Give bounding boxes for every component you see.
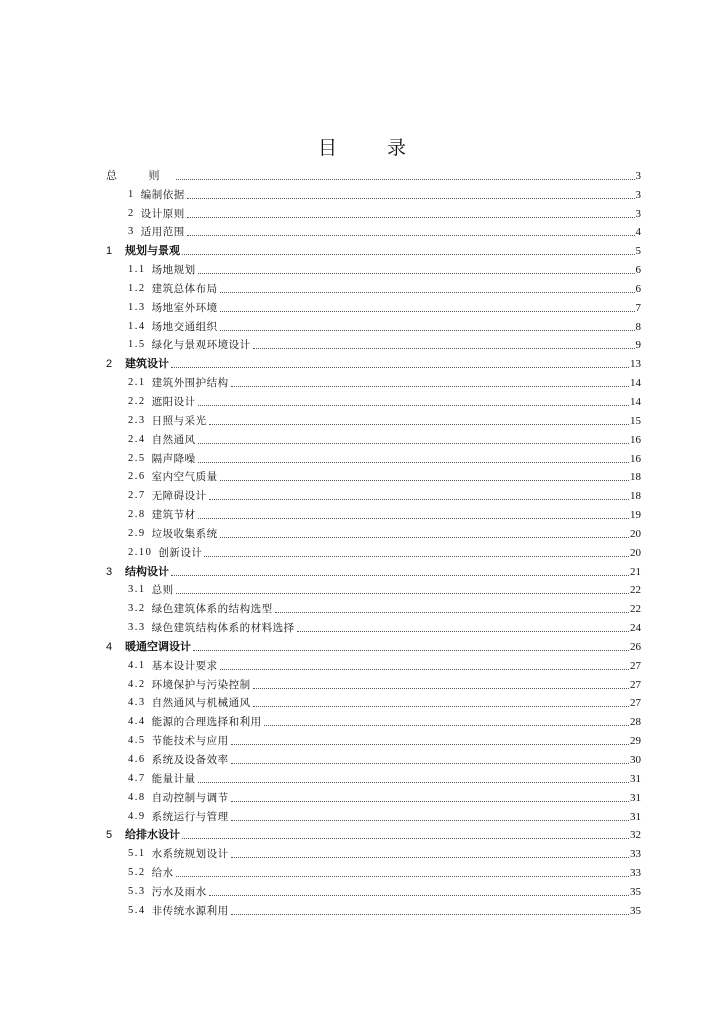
- toc-section-entry[interactable]: [106, 390, 641, 409]
- toc-chapter-entry[interactable]: [106, 560, 641, 579]
- toc-dot-leader: [171, 575, 629, 576]
- toc-dot-leader: [204, 556, 629, 557]
- toc-entry-number: 2.10: [128, 546, 153, 558]
- toc-section-entry[interactable]: [106, 202, 641, 221]
- toc-dot-leader: [220, 292, 635, 293]
- toc-entry-label: 环境保护与污染控制: [151, 678, 251, 691]
- toc-section-entry[interactable]: [106, 371, 641, 390]
- toc-section-entry[interactable]: [106, 277, 641, 296]
- toc-entry-label: 绿色建筑体系的结构选型: [151, 603, 273, 616]
- toc-entry-number: 3.1: [128, 584, 146, 596]
- toc-entry-label: 绿化与景观环境设计: [151, 339, 251, 352]
- toc-entry-page: 18: [630, 471, 641, 484]
- toc-entry-page: 24: [630, 622, 641, 635]
- toc-entry-number: 2.1: [128, 377, 146, 389]
- toc-entry-label: 给排水设计: [125, 828, 180, 842]
- toc-dot-leader: [176, 876, 629, 877]
- toc-entry-page: 18: [630, 490, 641, 503]
- toc-entry-page: 22: [630, 584, 641, 597]
- toc-entry-page: 16: [630, 433, 641, 446]
- toc-entry-number: 2.7: [128, 490, 146, 502]
- toc-entry-page: 35: [630, 904, 641, 917]
- toc-section-entry[interactable]: [106, 880, 641, 899]
- toc-dot-leader: [231, 857, 629, 858]
- toc-section-entry[interactable]: [106, 409, 641, 428]
- toc-entry-number: 5: [106, 829, 113, 842]
- toc-entry-label: 基本设计要求: [151, 659, 218, 672]
- toc-dot-leader: [297, 631, 629, 632]
- toc-entry-number: 3.3: [128, 622, 146, 634]
- toc-section-entry[interactable]: [106, 484, 641, 503]
- toc-entry-number: 5.4: [128, 904, 146, 916]
- toc-entry-page: 20: [630, 546, 641, 559]
- toc-entry-number: 5.1: [128, 848, 146, 860]
- toc-entry-page: 20: [630, 527, 641, 540]
- toc-dot-leader: [198, 443, 629, 444]
- toc-entry-page: 27: [630, 678, 641, 691]
- toc-dot-leader: [220, 311, 635, 312]
- toc-dot-leader: [209, 895, 629, 896]
- toc-entry-label: 场地规划: [151, 264, 196, 277]
- toc-dot-leader: [209, 499, 629, 500]
- toc-dot-leader: [220, 330, 635, 331]
- toc-dot-leader: [193, 650, 629, 651]
- toc-entry-number: 1: [106, 245, 113, 258]
- toc-entry-number: 2: [106, 358, 113, 371]
- toc-section-entry[interactable]: [106, 692, 641, 711]
- toc-dot-leader: [220, 669, 629, 670]
- toc-entry-number: 1.1: [128, 264, 146, 276]
- toc-entry-page: 6: [635, 282, 641, 295]
- toc-entry-number: 1.2: [128, 282, 146, 294]
- toc-dot-leader: [187, 198, 635, 199]
- toc-dot-leader: [198, 782, 629, 783]
- toc-entry-label: 建筑设计: [125, 357, 169, 371]
- toc-entry-number: 2.3: [128, 414, 146, 426]
- toc-entry-page: 3: [635, 169, 641, 182]
- toc-entry-label: 室内空气质量: [151, 471, 218, 484]
- toc-dot-leader: [231, 801, 629, 802]
- toc-entry-label: 场地室外环境: [151, 301, 218, 314]
- toc-entry-label: 垃圾收集系统: [151, 527, 218, 540]
- toc-entry-page: 33: [630, 848, 641, 861]
- toc-entry-label: 系统及设备效率: [151, 754, 229, 766]
- toc-entry-number: 4.3: [128, 697, 146, 709]
- toc-entry-number: 1.3: [128, 301, 146, 313]
- toc-section-entry[interactable]: [106, 899, 641, 918]
- toc-entry-page: 15: [630, 414, 641, 427]
- toc-entry-number: 2.2: [128, 395, 146, 407]
- toc-entry-label: 日照与采光: [151, 414, 207, 427]
- toc-entry-page: 4: [635, 226, 641, 239]
- toc-entry-label: 设计原则: [140, 207, 185, 220]
- toc-entry-page: 13: [630, 358, 641, 371]
- toc-section-entry[interactable]: [106, 315, 641, 334]
- toc-section-entry[interactable]: [106, 786, 641, 805]
- toc-dot-leader: [187, 217, 635, 218]
- toc-entry-label: 建筑节材: [151, 509, 196, 522]
- toc-dot-leader: [253, 706, 629, 707]
- toc-entry-page: 28: [630, 716, 641, 729]
- toc-entry-page: 21: [630, 565, 641, 578]
- toc-dot-leader: [231, 386, 629, 387]
- toc-section-entry[interactable]: [106, 258, 641, 277]
- toc-section-entry[interactable]: [106, 710, 641, 729]
- toc-entry-number: 1: [128, 188, 135, 200]
- toc-entry-page: 5: [635, 245, 641, 258]
- toc-section-entry[interactable]: [106, 805, 641, 824]
- toc-entry-label: 水系统规划设计: [151, 848, 229, 861]
- toc-entry-page: 31: [630, 772, 641, 785]
- toc-dot-leader: [182, 254, 635, 255]
- toc-section-entry[interactable]: [106, 466, 641, 485]
- toc-entry-page: 35: [630, 885, 641, 898]
- toc-section-entry[interactable]: [106, 447, 641, 466]
- toc-entry-number: 3: [128, 226, 135, 238]
- toc-entry-page: 22: [630, 603, 641, 616]
- toc-entry-page: 29: [630, 735, 641, 748]
- toc-entry-page: 31: [630, 791, 641, 804]
- toc-entry-label: 适用范围: [140, 226, 185, 239]
- toc-entry-label: 创新设计: [158, 546, 203, 559]
- page-title: 目 录: [317, 137, 429, 159]
- toc-chapter-entry[interactable]: [106, 824, 641, 843]
- toc-entry-page: 6: [635, 264, 641, 277]
- toc-entry-number: 2: [128, 207, 135, 219]
- toc-entry-number: 4.9: [128, 810, 146, 822]
- toc-entry-number: 3: [106, 565, 113, 578]
- toc-dot-leader: [275, 612, 629, 613]
- toc-section-entry[interactable]: [106, 428, 641, 447]
- toc-entry-number: 4.2: [128, 678, 146, 690]
- toc-dot-leader: [182, 838, 629, 839]
- toc-section-entry[interactable]: [106, 541, 641, 560]
- toc-entry-number: 4.4: [128, 716, 146, 728]
- toc-chapter-entry[interactable]: [106, 635, 641, 654]
- toc-entry-page: 7: [635, 301, 641, 314]
- toc-section-entry[interactable]: [106, 729, 641, 748]
- toc-section-entry[interactable]: [106, 673, 641, 692]
- toc-entry-label: 场地交通组织: [151, 320, 218, 333]
- toc-dot-leader: [231, 763, 629, 764]
- toc-entry-label: 总则: [151, 584, 174, 597]
- toc-dot-leader: [220, 480, 629, 481]
- toc-dot-leader: [231, 914, 629, 915]
- toc-entry-label: 节能技术与应用: [151, 735, 229, 748]
- toc-entry-page: 27: [630, 697, 641, 710]
- toc-entry-label: 给水: [151, 867, 174, 880]
- toc-entry-number: 4.1: [128, 659, 146, 671]
- toc-chapter-entry[interactable]: [106, 352, 641, 371]
- toc-section-entry[interactable]: [106, 183, 641, 202]
- toc-entry-number: 1.5: [128, 339, 146, 351]
- toc-entry-number: 2.8: [128, 509, 146, 521]
- toc-dot-leader: [253, 348, 635, 349]
- toc-entry-label: 能量计量: [151, 772, 196, 785]
- toc-entry-label: 暖通空调设计: [125, 639, 191, 653]
- toc-dot-leader: [253, 688, 629, 689]
- toc-entry-page: 32: [630, 829, 641, 842]
- toc-section-entry[interactable]: [106, 334, 641, 353]
- toc-entry-number: 2.6: [128, 471, 146, 483]
- toc-entry-label: 建筑外围护结构: [151, 377, 229, 390]
- toc-entry-label: 污水及雨水: [151, 885, 207, 898]
- toc-entry-page: 9: [635, 339, 641, 352]
- toc-entry-label: 非传统水源利用: [151, 904, 229, 917]
- toc-entry-label: 总 则: [106, 168, 174, 182]
- toc-entry-label: 规划与景观: [125, 244, 180, 258]
- toc-entry-number: 4.5: [128, 735, 146, 747]
- toc-entry-label: 能源的合理选择和利用: [151, 716, 262, 729]
- toc-dot-leader: [264, 725, 629, 726]
- toc-entry-page: 14: [630, 377, 641, 390]
- toc-chapter-entry[interactable]: [106, 164, 641, 183]
- toc-section-entry[interactable]: [106, 654, 641, 673]
- toc-section-entry[interactable]: [106, 748, 641, 767]
- toc-dot-leader: [231, 820, 629, 821]
- toc-entry-number: 4.6: [128, 754, 146, 765]
- toc-entry-label: 结构设计: [125, 564, 169, 578]
- toc-entry-page: 30: [630, 754, 641, 766]
- toc-dot-leader: [209, 424, 629, 425]
- toc-entry-number: 2.5: [128, 452, 146, 464]
- toc-entry-label: 绿色建筑结构体系的材料选择: [151, 622, 295, 635]
- toc-dot-leader: [176, 593, 629, 594]
- toc-section-entry[interactable]: [106, 296, 641, 315]
- toc-section-entry[interactable]: [106, 579, 641, 598]
- toc-entry-page: 14: [630, 395, 641, 408]
- toc-entry-number: 1.4: [128, 320, 146, 332]
- toc-entry-number: 5.2: [128, 867, 146, 879]
- toc-entry-page: 3: [635, 188, 641, 201]
- toc-entry-page: 8: [635, 320, 641, 333]
- toc-section-entry[interactable]: [106, 522, 641, 541]
- toc-entry-number: 4.7: [128, 772, 146, 784]
- table-of-contents: [106, 164, 641, 918]
- toc-dot-leader: [171, 367, 629, 368]
- toc-chapter-entry[interactable]: [106, 239, 641, 258]
- toc-entry-page: 31: [630, 810, 641, 823]
- toc-dot-leader: [198, 273, 635, 274]
- toc-dot-leader: [231, 744, 629, 745]
- toc-dot-leader: [198, 518, 629, 519]
- toc-entry-label: 无障碍设计: [151, 490, 207, 503]
- toc-section-entry[interactable]: [106, 861, 641, 880]
- toc-entry-page: 33: [630, 867, 641, 880]
- toc-entry-label: 编制依据: [140, 188, 185, 201]
- toc-entry-number: 2.4: [128, 433, 146, 445]
- toc-entry-label: 自然通风: [151, 433, 196, 446]
- toc-dot-leader: [198, 462, 629, 463]
- toc-entry-page: 16: [630, 452, 641, 465]
- toc-entry-page: 19: [630, 509, 641, 522]
- toc-entry-number: 4.8: [128, 791, 146, 803]
- toc-section-entry[interactable]: [106, 842, 641, 861]
- toc-section-entry[interactable]: [106, 221, 641, 240]
- toc-entry-number: 3.2: [128, 603, 146, 615]
- toc-section-entry[interactable]: [106, 767, 641, 786]
- toc-entry-page: 27: [630, 659, 641, 672]
- toc-entry-number: 2.9: [128, 527, 146, 539]
- toc-entry-label: 自动控制与调节: [151, 791, 229, 804]
- toc-entry-page: 26: [630, 640, 641, 653]
- toc-entry-label: 隔声降噪: [151, 452, 196, 465]
- toc-section-entry[interactable]: [106, 503, 641, 522]
- toc-section-entry[interactable]: [106, 616, 641, 635]
- toc-entry-page: 3: [635, 207, 641, 220]
- toc-entry-label: 系统运行与管理: [151, 810, 229, 823]
- toc-entry-number: 4: [106, 640, 113, 653]
- toc-entry-number: 5.3: [128, 885, 146, 897]
- toc-entry-label: 建筑总体布局: [151, 282, 218, 295]
- toc-dot-leader: [198, 405, 629, 406]
- toc-entry-label: 遮阳设计: [151, 395, 196, 408]
- toc-dot-leader: [176, 179, 635, 180]
- toc-section-entry[interactable]: [106, 597, 641, 616]
- toc-dot-leader: [187, 235, 635, 236]
- toc-dot-leader: [220, 537, 629, 538]
- toc-entry-label: 自然通风与机械通风: [151, 697, 251, 710]
